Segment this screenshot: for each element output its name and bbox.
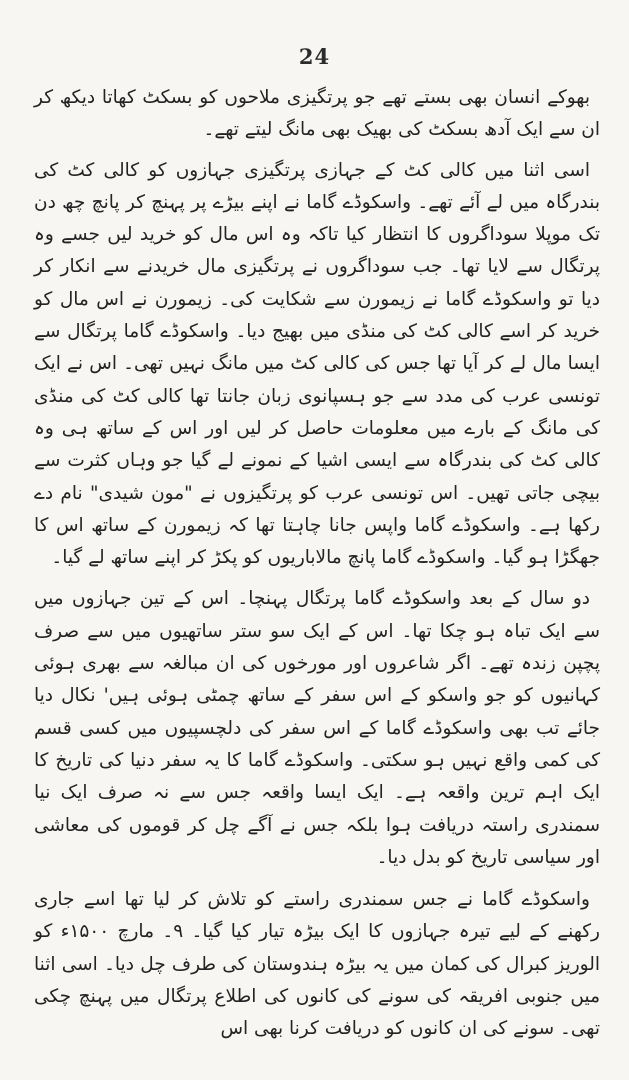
paragraph-2: اسی اثنا میں کالی کٹ کے جہازی پرتگیزی جہازوں کو کالی کٹ کی بندرگاہ میں لے آئے تھے۔ واسکوڈے گاما نے اپنے بیڑے پر پہنچ کر پانچ چھ دن تک موپلا سوداگروں کا انتظار کیا تاکہ وہ اس مال کو خرید لیں جسے وہ پرتگال سے لایا تھا۔ جب سوداگروں نے پرتگیزی مال خریدنے سے انکار کر دیا تو واسکوڈے گاما نے زیمورن سے شکایت کی۔ زیمورن نے اس مال کو خرید کر اسے کالی کٹ کی منڈی میں بھیج دیا۔ واسکوڈے گاما پرتگال سے ایسا مال لے کر آیا تھا جس کی کالی کٹ میں مانگ نہیں تھی۔ اس نے ایک تونسی عرب کی مدد سے جو ہسپانوی زبان جانتا تھا کالی کٹ کی منڈی کی مانگ کے بارے میں معلومات حاصل کر لیں اور اس کے ساتھ ہی وہ کالی کٹ کی بندرگاہ سے ایسی اشیا کے نمونے لے گیا جو وہاں کثرت سے بیچی جاتی تھیں۔ اس تونسی عرب کو پرتگیزوں نے "مون شیدی" نام دے رکھا ہے۔ واسکوڈے گاما واپس جانا چاہتا تھا کہ زیمورن کے ساتھ اس کا جھگڑا ہو گیا۔ واسکوڈے گاما پانچ مالاباریوں کو پکڑ کر اپنے ساتھ لے گیا۔	[34, 159, 600, 569]
paragraph-1: بھوکے انسان بھی بستے تھے جو پرتگیزی ملاحوں کو بسکٹ کھاتا دیکھ کر ان سے ایک آدھ بسکٹ کی بھیک بھی مانگ لیتے تھے۔	[34, 87, 600, 141]
paragraph-3: دو سال کے بعد واسکوڈے گاما پرتگال پہنچا۔ اس کے تین جہازوں میں سے ایک تباہ ہو چکا تھا۔ اس کے ایک سو ستر ساتھیوں میں سے صرف پچپن زندہ تھے۔ اگر شاعروں اور مورخوں کی ان مبالغہ سے بھری ہوئی کہانیوں کو جو واسکو کے اس سفر کے ساتھ چمٹی ہوئی ہیں' نکال دیا جائے تب بھی واسکوڈے گاما کے اس سفر کی دلچسپیوں میں کسی قسم کی کمی واقع نہیں ہو سکتی۔ واسکوڈے گاما کا یہ سفر دنیا کی تاریخ کا ایک اہم ترین واقعہ ہے۔ ایک ایسا واقعہ جس سے نہ صرف ایک نیا سمندری راستہ دریافت ہوا بلکہ جس نے آگے چل کر قوموں کی معاشی اور سیاسی تاریخ کو بدل دیا۔	[34, 588, 600, 868]
page-number: 24	[298, 44, 331, 69]
paragraph-4: واسکوڈے گاما نے جس سمندری راستے کو تلاش کر لیا تھا اسے جاری رکھنے کے لیے تیرہ جہازوں کا ایک بیڑہ تیار کیا گیا۔ ۹۔ مارچ ۱۵۰۰ء کو الوریز کبرال کی کمان میں یہ بیڑہ ہندوستان کی طرف چل دیا۔ اسی اثنا میں جنوبی افریقہ کی سونے کی کانوں کی اطلاع پرتگال میں پہنچ چکی تھی۔ سونے کی ان کانوں کو دریافت کرنا بھی اس	[34, 889, 600, 1040]
page-body-text	[34, 82, 600, 1046]
